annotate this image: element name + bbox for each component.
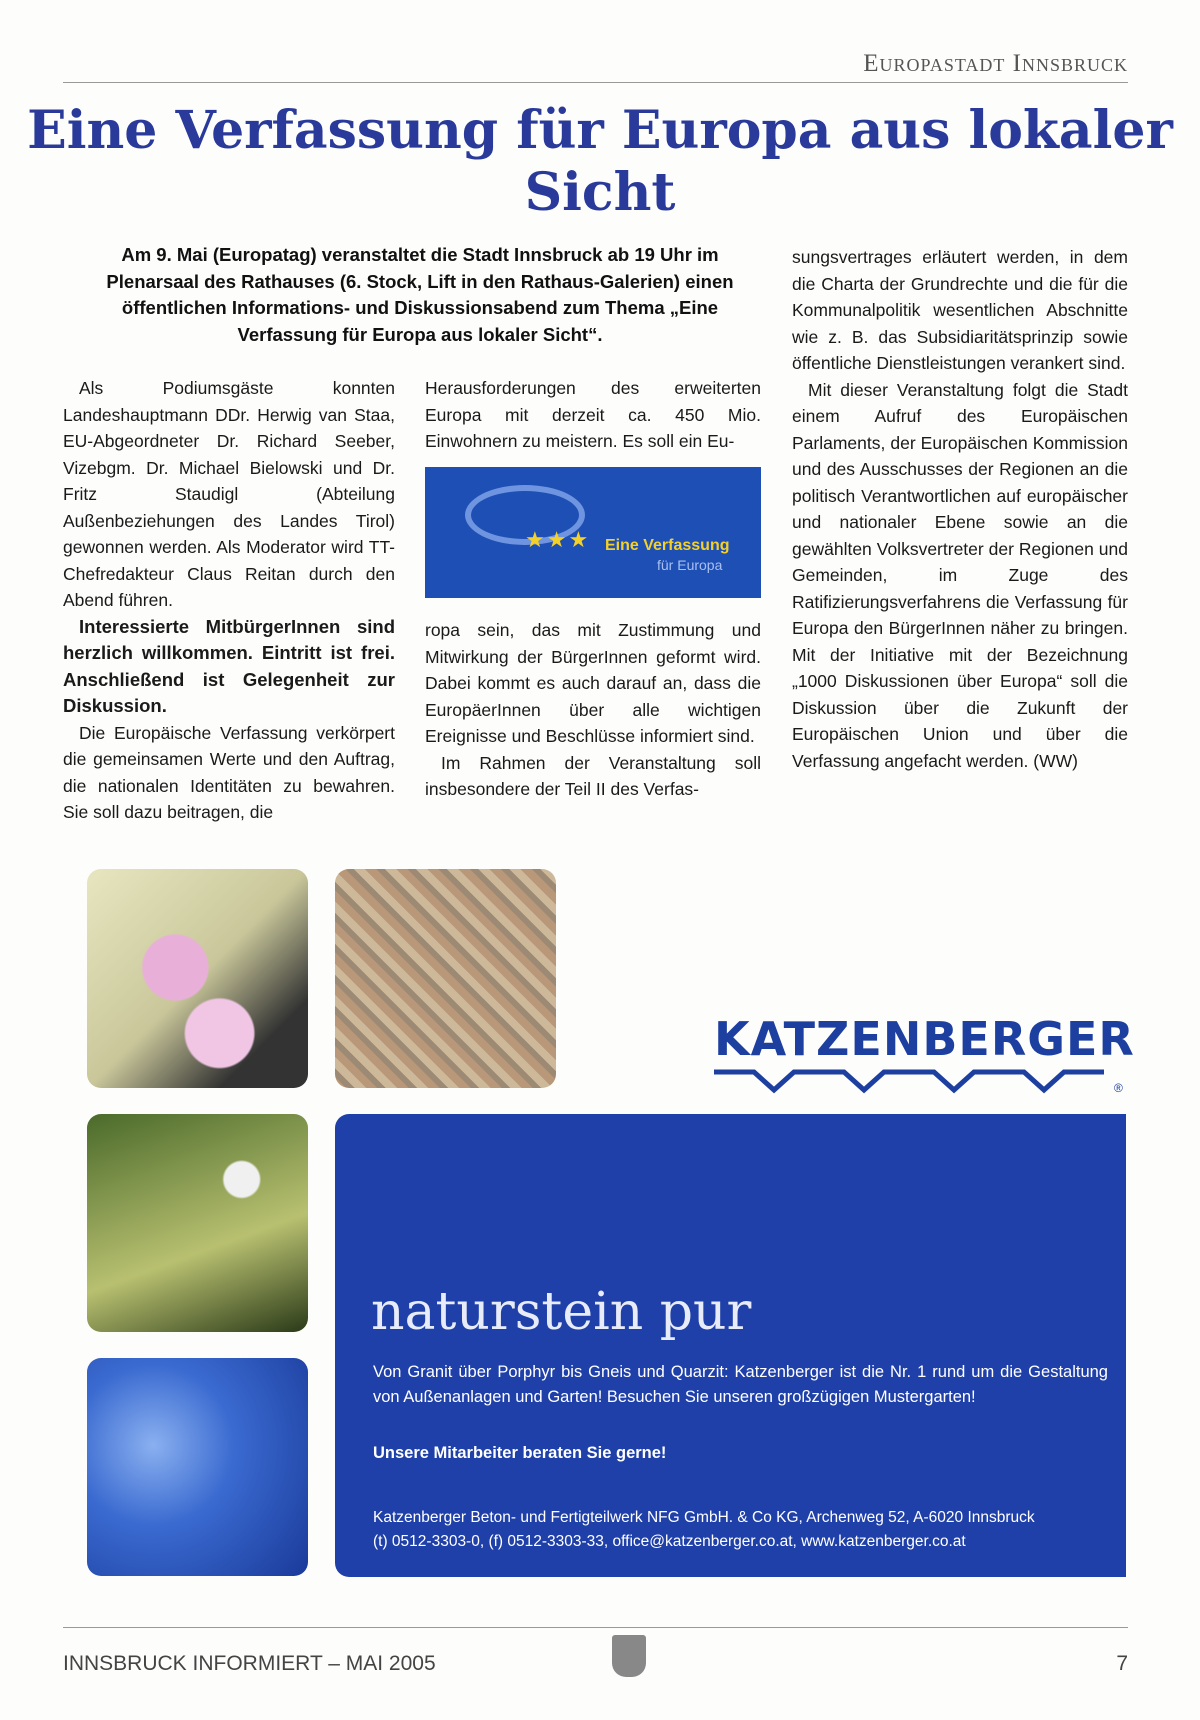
- paragraph: Die Europäische Verfassung verkörpert die gemeinsamen Werte und den Auftrag, die nationalen Identitäten zu bewahren. Sie soll dazu beitragen, die: [63, 722, 395, 822]
- column-2-bottom: [425, 617, 761, 803]
- brand-name: KATZENBERGER: [714, 1012, 1135, 1066]
- ad-contact-phone: (t) 0512-3303-0, (f) 0512-3303-33, office@katzenberger.co.at, www.katzenberger.co.at: [373, 1533, 966, 1550]
- paragraph: Herausforderungen des erweiterten Europa mit derzeit ca. 450 Mio. Einwohnern zu meistern. Es soll ein Eu-: [425, 378, 761, 451]
- footer-rule: [63, 1627, 1128, 1628]
- logo-wave-icon: [714, 1066, 1128, 1096]
- paragraph: Mit dieser Veranstaltung folgt die Stadt einem Aufruf des Europäischen Parlaments, der Europäischen Kommission und des Ausschusses der Regionen an die politisch Verantwortlichen auf europäischer und nationaler Ebene sowie an die gewählten Volksvertreter der Regionen und Gemeinden, im Zuge des Ratifizierungsverfahrens die Verfassung für Europa den BürgerInnen näher zu bringen. Mit der Initiative mit der Bezeichnung „1000 Diskussionen über Europa“ soll die Diskussion über die Zukunft der Europäischen Union und über die Verfassung angefacht werden. (WW): [792, 379, 1128, 771]
- page-number: 7: [1116, 1652, 1128, 1675]
- cobblestone-photo: [335, 869, 556, 1088]
- article-title: Eine Verfassung für Europa aus lokaler Sicht: [27, 100, 1173, 223]
- ad-contact-address: Katzenberger Beton- und Fertigteilwerk NFG GmbH. & Co KG, Archenweg 52, A-6020 Innsbruck: [373, 1509, 1035, 1526]
- column-2-top: [425, 375, 761, 455]
- paragraph: sungsvertrages erläutert werden, in dem die Charta der Grundrechte und die für die Kommunalpolitik wesentlichen Abschnitte wie z. B. das Subsidiaritätsprinzip sowie öffentliche Dienstleistungen verankert sind.: [792, 247, 1128, 373]
- header-rule: [63, 82, 1128, 83]
- hydrangea-photo: [87, 1358, 308, 1576]
- column-1: [63, 375, 395, 826]
- paragraph: ropa sein, das mit Zustimmung und Mitwirkung der BürgerInnen geformt wird. Dabei kommt es auch darauf an, dass die EuropäerInnen über alle wichtigen Ereignisse und Beschlüsse informiert sind.: [425, 620, 761, 746]
- image-caption-2: für Europa: [657, 557, 723, 573]
- publication-name: INNSBRUCK INFORMIERT – MAI 2005: [63, 1652, 436, 1675]
- paragraph: Als Podiumsgäste konnten Landeshauptmann DDr. Herwig van Staa, EU-Abgeordneter Dr. Richard Seeber, Vizebgm. Dr. Michael Bielowski und Dr. Fritz Staudigl (Abteilung Außenbeziehungen des Landes Tirol) gewonnen werden. Als Moderator wird TT-Chefredakteur Claus Reitan durch den Abend führen.: [63, 378, 395, 610]
- eu-constitution-image: [425, 467, 761, 598]
- ad-headline: naturstein pur: [371, 1282, 752, 1342]
- image-caption-1: Eine Verfassung: [605, 537, 730, 554]
- svg-text:®: ®: [1114, 1081, 1123, 1095]
- flower-photo: [87, 869, 308, 1088]
- ad-body: Von Granit über Porphyr bis Gneis und Quarzit: Katzenberger ist die Nr. 1 rund um die Gestaltung von Außenanlagen und Garten! Besuchen Sie unseren großzügigen Mustergarten!: [373, 1363, 1108, 1406]
- section-kicker: Europastadt Innsbruck: [863, 50, 1128, 77]
- ad-slogan: Unsere Mitarbeiter beraten Sie gerne!: [373, 1444, 667, 1462]
- advertisement: [335, 1114, 1126, 1577]
- article-lead: Am 9. Mai (Europatag) veranstaltet die Stadt Innsbruck ab 19 Uhr im Plenarsaal des Rathauses (6. Stock, Lift in den Rathaus-Galerien) einen öffentlichen Informations- und Diskussionsabend zum Thema „Eine Verfassung für Europa aus lokaler Sicht“.: [106, 244, 734, 345]
- paragraph-bold: Interessierte MitbürgerInnen sind herzlich willkommen. Eintritt ist frei. Anschließend ist Gelegenheit zur Diskussion.: [63, 615, 395, 716]
- stars-icon: ★★★: [525, 527, 591, 552]
- paragraph: Im Rahmen der Veranstaltung soll insbesondere der Teil II des Verfas-: [425, 752, 761, 799]
- katzenberger-logo: [714, 1012, 1135, 1096]
- daisy-photo: [87, 1114, 308, 1332]
- city-crest-icon: [612, 1635, 646, 1677]
- column-3: [792, 244, 1128, 774]
